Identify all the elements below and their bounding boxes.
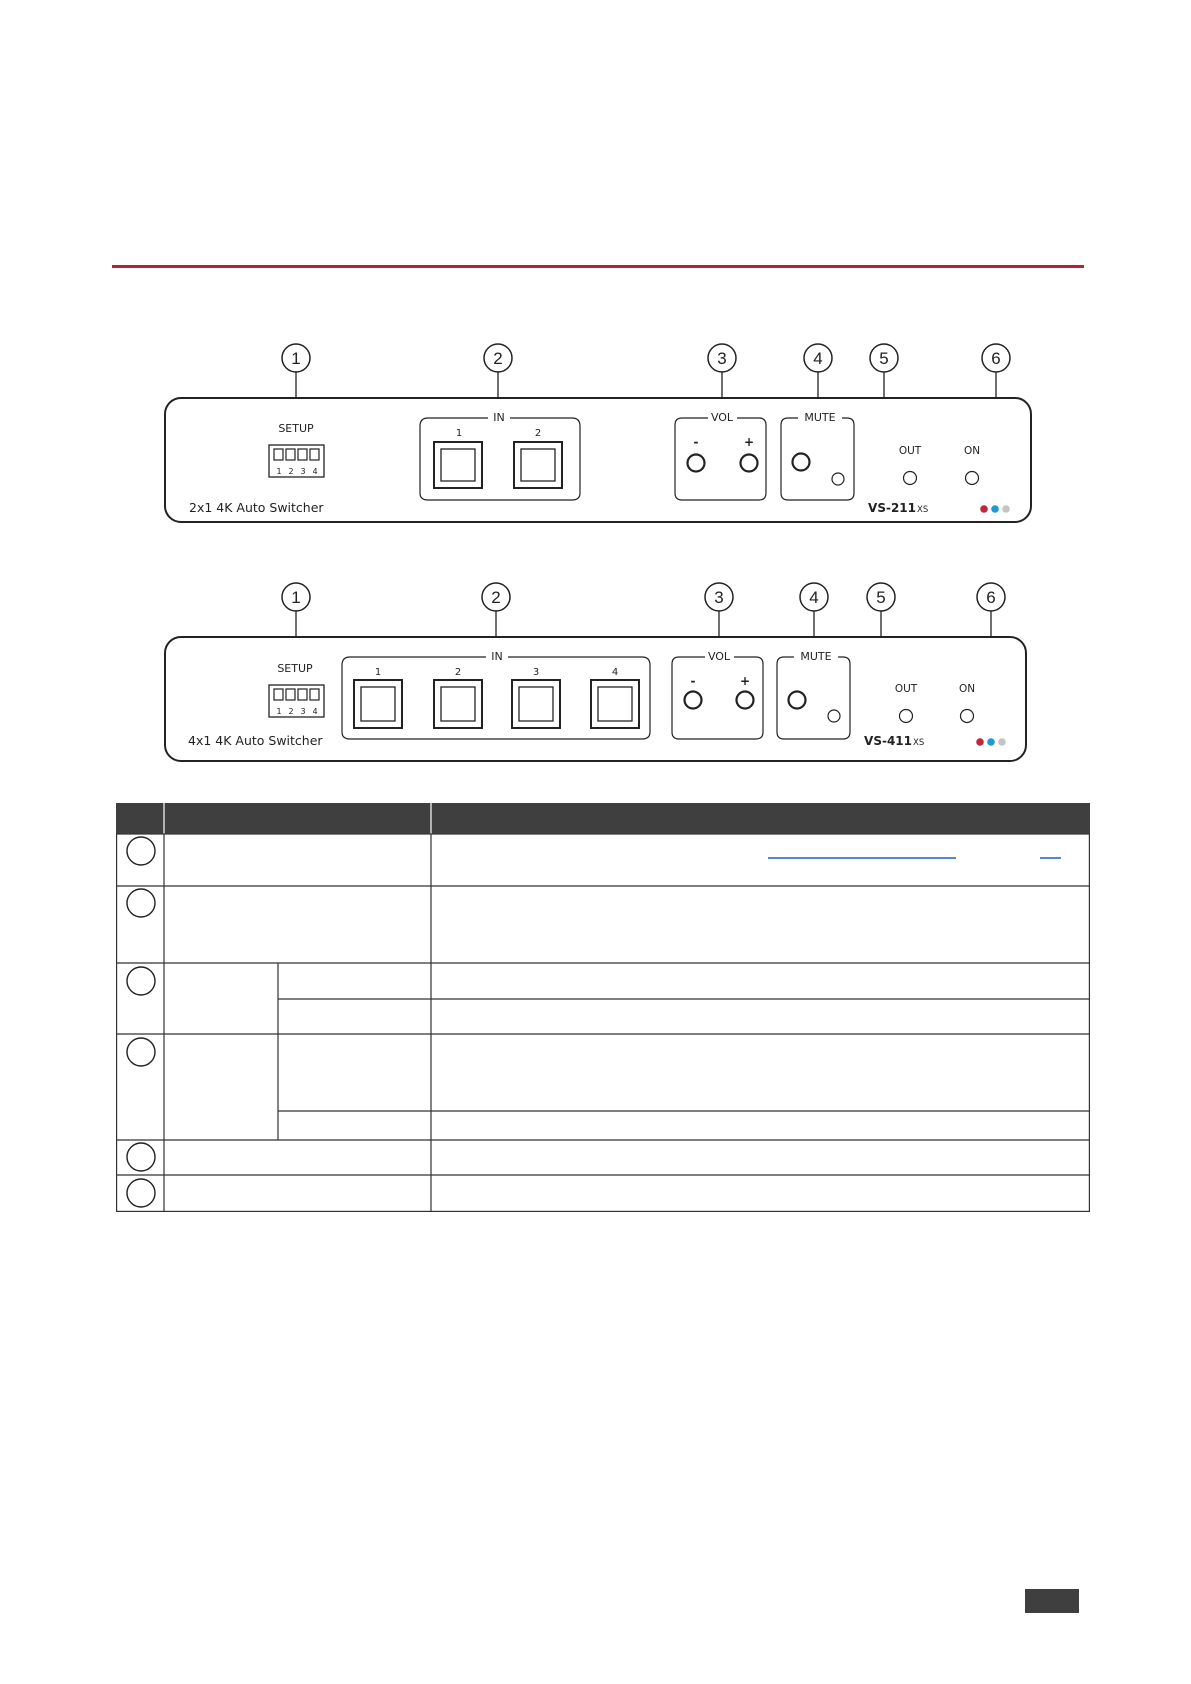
brand-dot-red: [976, 738, 984, 746]
svg-text:2: 2: [288, 467, 294, 476]
mute-button[interactable]: [789, 692, 806, 709]
model-suffix: XS: [913, 738, 925, 748]
svg-text:1: 1: [291, 349, 301, 368]
device-vs211-panel: [165, 344, 1031, 522]
svg-text:6: 6: [986, 588, 996, 607]
brand-dot-blue: [991, 505, 999, 513]
svg-text:4: 4: [809, 588, 819, 607]
feature-table: [116, 803, 1090, 1212]
vol-up-button[interactable]: [741, 455, 758, 472]
brand-dot-blue: [987, 738, 995, 746]
svg-text:+: +: [739, 674, 751, 688]
product-name: 2x1 4K Auto Switcher: [189, 500, 324, 515]
svg-text:1: 1: [276, 707, 282, 716]
row-number-circle: [127, 1179, 155, 1207]
svg-text:1: 1: [374, 667, 382, 678]
vol-down-button[interactable]: [685, 692, 702, 709]
svg-text:3: 3: [714, 588, 724, 607]
mute-led: [828, 710, 840, 722]
svg-text:+: +: [743, 435, 755, 449]
svg-text:2: 2: [493, 349, 503, 368]
setup-label: SETUP: [278, 422, 314, 435]
svg-text:4: 4: [611, 667, 619, 678]
dip-switch[interactable]: [269, 445, 324, 477]
svg-text:2: 2: [491, 588, 501, 607]
input-button-2[interactable]: [434, 680, 482, 728]
svg-text:6: 6: [991, 349, 1001, 368]
brand-dot-red: [980, 505, 988, 513]
svg-text:1: 1: [276, 467, 282, 476]
mute-group-label: MUTE: [800, 650, 832, 663]
row-number-circle: [127, 1143, 155, 1171]
svg-text:1: 1: [291, 588, 301, 607]
vol-group-label: VOL: [707, 650, 731, 663]
vol-down-button[interactable]: [688, 455, 705, 472]
svg-text:3: 3: [300, 707, 306, 716]
input-button-3[interactable]: [512, 680, 560, 728]
page-number-tab: [1025, 1589, 1079, 1613]
dip-switch[interactable]: [269, 685, 324, 717]
row-number-circle: [127, 837, 155, 865]
svg-text:2: 2: [534, 428, 542, 439]
table-header: [116, 803, 1090, 834]
mute-group-label: MUTE: [804, 411, 836, 424]
svg-text:4: 4: [312, 707, 318, 716]
vol-up-button[interactable]: [737, 692, 754, 709]
in-group-label: IN: [491, 650, 503, 663]
out-led: [900, 710, 913, 723]
vol-group-label: VOL: [710, 411, 734, 424]
row-number-circle: [127, 967, 155, 995]
on-label: ON: [958, 683, 976, 695]
svg-text:3: 3: [300, 467, 306, 476]
row-number-circle: [127, 889, 155, 917]
input-button-1[interactable]: [354, 680, 402, 728]
input-button-4[interactable]: [591, 680, 639, 728]
out-led: [904, 472, 917, 485]
svg-text:-: -: [693, 435, 699, 449]
svg-text:1: 1: [455, 428, 463, 439]
svg-text:2: 2: [454, 667, 462, 678]
mute-button[interactable]: [793, 454, 810, 471]
svg-text:-: -: [690, 674, 696, 688]
on-led: [961, 710, 974, 723]
svg-text:3: 3: [717, 349, 727, 368]
setup-label: SETUP: [277, 662, 313, 675]
out-label: OUT: [894, 683, 918, 695]
svg-text:4: 4: [312, 467, 318, 476]
svg-text:5: 5: [879, 349, 889, 368]
row-number-circle: [127, 1038, 155, 1066]
mute-led: [832, 473, 844, 485]
brand-dot-grey: [998, 738, 1006, 746]
model-suffix: XS: [917, 505, 929, 515]
input-button-2[interactable]: [514, 442, 562, 488]
svg-text:3: 3: [532, 667, 540, 678]
brand-dot-grey: [1002, 505, 1010, 513]
on-label: ON: [963, 445, 981, 457]
svg-text:4: 4: [813, 349, 823, 368]
on-led: [966, 472, 979, 485]
out-label: OUT: [898, 445, 922, 457]
svg-text:2: 2: [288, 707, 294, 716]
input-button-1[interactable]: [434, 442, 482, 488]
svg-text:5: 5: [876, 588, 886, 607]
model-name: VS-411: [864, 734, 912, 748]
device-vs411-panel: [165, 583, 1026, 761]
front-panel-figures: [0, 0, 1191, 790]
in-group-label: IN: [493, 411, 505, 424]
model-name: VS-211: [868, 501, 916, 515]
product-name: 4x1 4K Auto Switcher: [188, 733, 323, 748]
